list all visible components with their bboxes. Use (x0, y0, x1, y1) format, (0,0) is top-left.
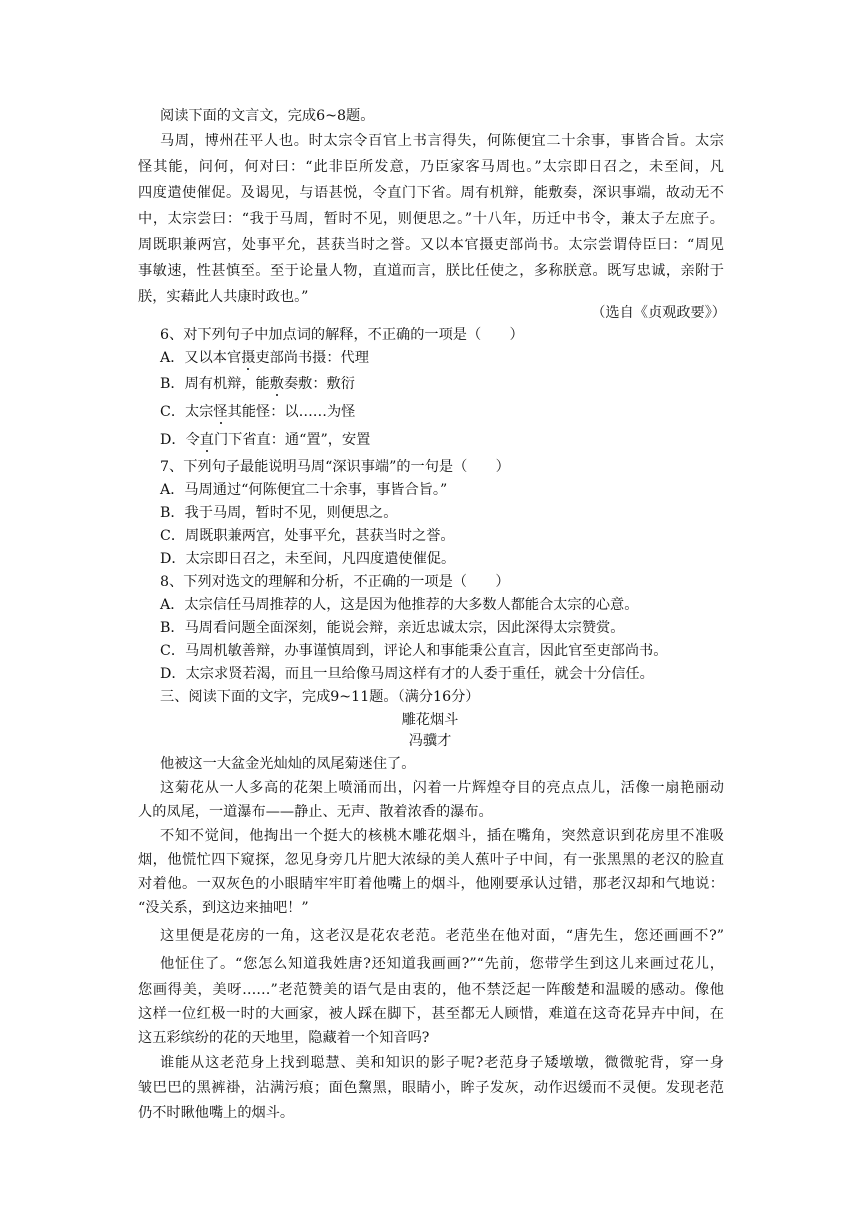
dotted-word: 怪 (213, 404, 228, 420)
dotted-word: 敷 (269, 376, 284, 392)
story-line: 他被这一大盆金光灿灿的凤尾菊迷住了。 (160, 756, 416, 772)
passage-line: 周既职兼两宫，处事平允，甚获当时之誉。又以本官摄吏部尚书。太宗尝谓侍臣曰：“周见 (138, 237, 724, 253)
story-line: 人的凤尾，一道瀑布——静止、无声、散着浓香的瀑布。 (138, 804, 493, 820)
dotted-word: 摄 (241, 350, 256, 366)
story-line: “没关系，到这边来抽吧！” (138, 900, 309, 916)
question-8-stem: 8、下列对选文的理解和分析，不正确的一项是（ ） (160, 574, 510, 590)
reading-intro: 阅读下面的文言文，完成6~8题。 (160, 108, 375, 124)
passage-line: 四度遣使催促。及谒见，与语甚悦，令直门下省。周有机辩，能敷奏，深识事端，故动无不 (138, 185, 724, 201)
passage-line: 马周，博州茌平人也。时太宗令百官上书言得失，何陈便宜二十余事，事皆合旨。太宗 (160, 133, 724, 149)
story-line: 这五彩缤纷的花的天地里，隐藏着一个知音吗? (138, 1030, 430, 1046)
question-8-option-a: A．太宗信任马周推荐的人，这是因为他推荐的大多数人都能合太宗的心意。 (160, 597, 639, 613)
story-line: 您画得美，美呀……”老范赞美的语气是由衷的，他不禁泛起一阵酸楚和温暖的感动。像他 (138, 982, 724, 998)
story-line: 烟，他慌忙四下窥探，忽见身旁几片肥大浓绿的美人蕉叶子中间，有一张黑黑的老汉的脸直 (138, 852, 724, 868)
dotted-word: 直 (199, 432, 214, 448)
question-7-stem: 7、下列句子最能说明马周“深识事端”的一句是（ ） (160, 459, 510, 475)
question-7-option-d: D．太宗即日召之，未至间，凡四度遣使催促。 (160, 551, 456, 567)
question-8-option-d: D．太宗求贤若渴，而且一旦给像马周这样有才的人委于重任，就会十分信任。 (160, 666, 654, 682)
question-6-option-a: A．又以本官摄吏部尚书摄：代理 (160, 350, 369, 366)
story-line: 谁能从这老范身上找到聪慧、美和知识的影子呢?老范身子矮墩墩，微微驼背，穿一身 (160, 1055, 724, 1071)
passage-line: 中，太宗尝曰：“我于马周，暂时不见，则便思之。”十八年，历迁中书令，兼太子左庶子。 (138, 211, 724, 227)
passage-line: 朕，实藉此人共康时政也。” (138, 289, 309, 305)
question-7-option-c: C．周既职兼两宫，处事平允，甚获当时之誉。 (160, 528, 455, 544)
passage-line: 事敏速，性甚慎至。至于论量人物，直道而言，朕比任使之，多称朕意。既写忠诚，亲附于 (138, 263, 724, 279)
passage-source: （选自《贞观政要》） (591, 305, 726, 321)
story-line: 仍不时瞅他嘴上的烟斗。 (138, 1105, 295, 1121)
story-line: 这菊花从一人多高的花架上喷涌而出，闪着一片辉煌夺目的亮点点儿，活像一扇艳丽动 (160, 780, 724, 796)
story-title: 雕花烟斗 (401, 712, 459, 728)
question-6-option-b: B．周有机辩，能敷奏敷：敷衍 (160, 376, 355, 392)
story-line: 这样一位红极一时的大画家，被人踩在脚下，甚至都无人顾惜，难道在这奇花异卉中间，在 (138, 1006, 724, 1022)
question-7-option-b: B．我于马周，暂时不见，则便思之。 (160, 505, 398, 521)
story-author: 冯骥才 (408, 733, 452, 749)
question-6-stem: 6、对下列句子中加点词的解释，不正确的一项是（ ） (160, 327, 524, 343)
section-3-heading: 三、阅读下面的文字，完成9~11题。（满分16分） (160, 689, 480, 705)
question-8-option-b: B．马周看问题全面深刻，能说会辩，亲近忠诚太宗，因此深得太宗赞赏。 (160, 620, 625, 636)
story-line: 这里便是花房的一角，这老汉是花农老范。老范坐在他对面，“唐先生，您还画画不?” (160, 928, 724, 944)
question-8-option-c: C．马周机敏善辩，办事谨慎周到，评论人和事能秉公直言，因此官至吏部尚书。 (160, 643, 668, 659)
passage-line: 怪其能，问何，何对曰：“此非臣所发意，乃臣家客马周也。”太宗即日召之，未至间，凡 (138, 159, 724, 175)
question-6-option-c: C．太宗怪其能怪：以……为怪 (160, 404, 356, 420)
story-line: 对着他。一双灰色的小眼睛牢牢盯着他嘴上的烟斗，他刚要承认过错，那老汉却和气地说： (138, 876, 724, 892)
question-6-option-d: D．令直门下省直：通“置”，安置 (160, 432, 371, 448)
story-line: 不知不觉间，他掏出一个挺大的核桃木雕花烟斗，插在嘴角，突然意识到花房里不准吸 (160, 828, 724, 844)
story-line: 皱巴巴的黑裤褂，沾满污痕；面色黧黑，眼睛小，眸子发灰，动作迟缓而不灵便。发现老范 (138, 1080, 724, 1096)
question-7-option-a: A．马周通过“何陈便宜二十余事，事皆合旨。” (160, 482, 448, 498)
story-line: 他怔住了。“您怎么知道我姓唐?还知道我画画?”“先前，您带学生到这儿来画过花儿， (160, 956, 724, 972)
